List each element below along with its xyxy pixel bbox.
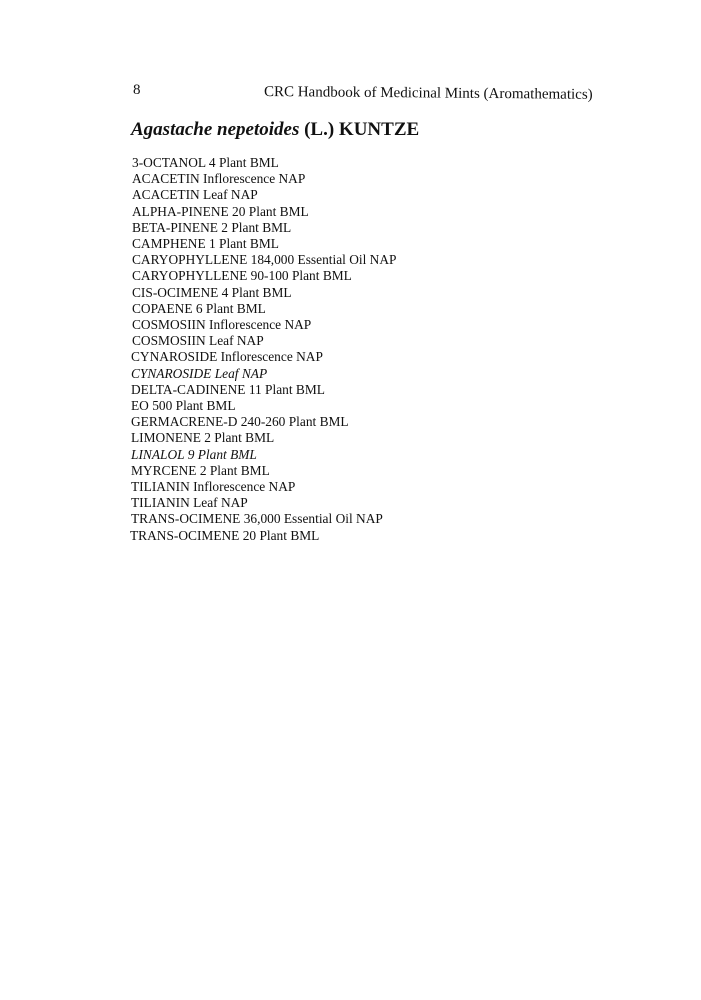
list-item: TILIANIN Inflorescence NAP [131,479,296,495]
list-item: CARYOPHYLLENE 90-100 Plant BML [132,268,352,284]
species-name: Agastache nepetoides [131,119,300,140]
list-item: ACACETIN Inflorescence NAP [132,171,306,187]
list-item: EO 500 Plant BML [131,398,236,414]
list-item: LINALOL 9 Plant BML [131,446,257,462]
list-item: 3-OCTANOL 4 Plant BML [132,155,279,170]
list-item: COSMOSIIN Inflorescence NAP [132,317,312,333]
species-authority: (L.) KUNTZE [304,119,420,140]
list-item: CARYOPHYLLENE 184,000 Essential Oil NAP [132,252,397,268]
list-item: CIS-OCIMENE 4 Plant BML [132,284,292,300]
list-item: TILIANIN Leaf NAP [131,495,248,511]
list-item: TRANS-OCIMENE 20 Plant BML [130,527,320,543]
list-item: CYNAROSIDE Inflorescence NAP [131,349,323,365]
list-item: CAMPHENE 1 Plant BML [132,236,279,252]
compound-list [131,155,396,544]
list-item: ACACETIN Leaf NAP [132,187,258,203]
list-item: COPAENE 6 Plant BML [132,300,266,316]
list-item: LIMONENE 2 Plant BML [131,430,275,446]
list-item: CYNAROSIDE Leaf NAP [131,365,268,381]
list-item: TRANS-OCIMENE 36,000 Essential Oil NAP [131,511,383,527]
running-header: CRC Handbook of Medicinal Mints (Aromathematics) [263,84,593,103]
list-item: MYRCENE 2 Plant BML [131,462,270,478]
page-number: 8 [133,82,141,98]
section-title [131,118,419,142]
list-item: COSMOSIIN Leaf NAP [132,333,264,349]
list-item: BETA-PINENE 2 Plant BML [132,219,292,235]
list-item: GERMACRENE-D 240-260 Plant BML [131,414,349,430]
list-item: DELTA-CADINENE 11 Plant BML [131,381,325,397]
list-item: ALPHA-PINENE 20 Plant BML [132,203,309,219]
